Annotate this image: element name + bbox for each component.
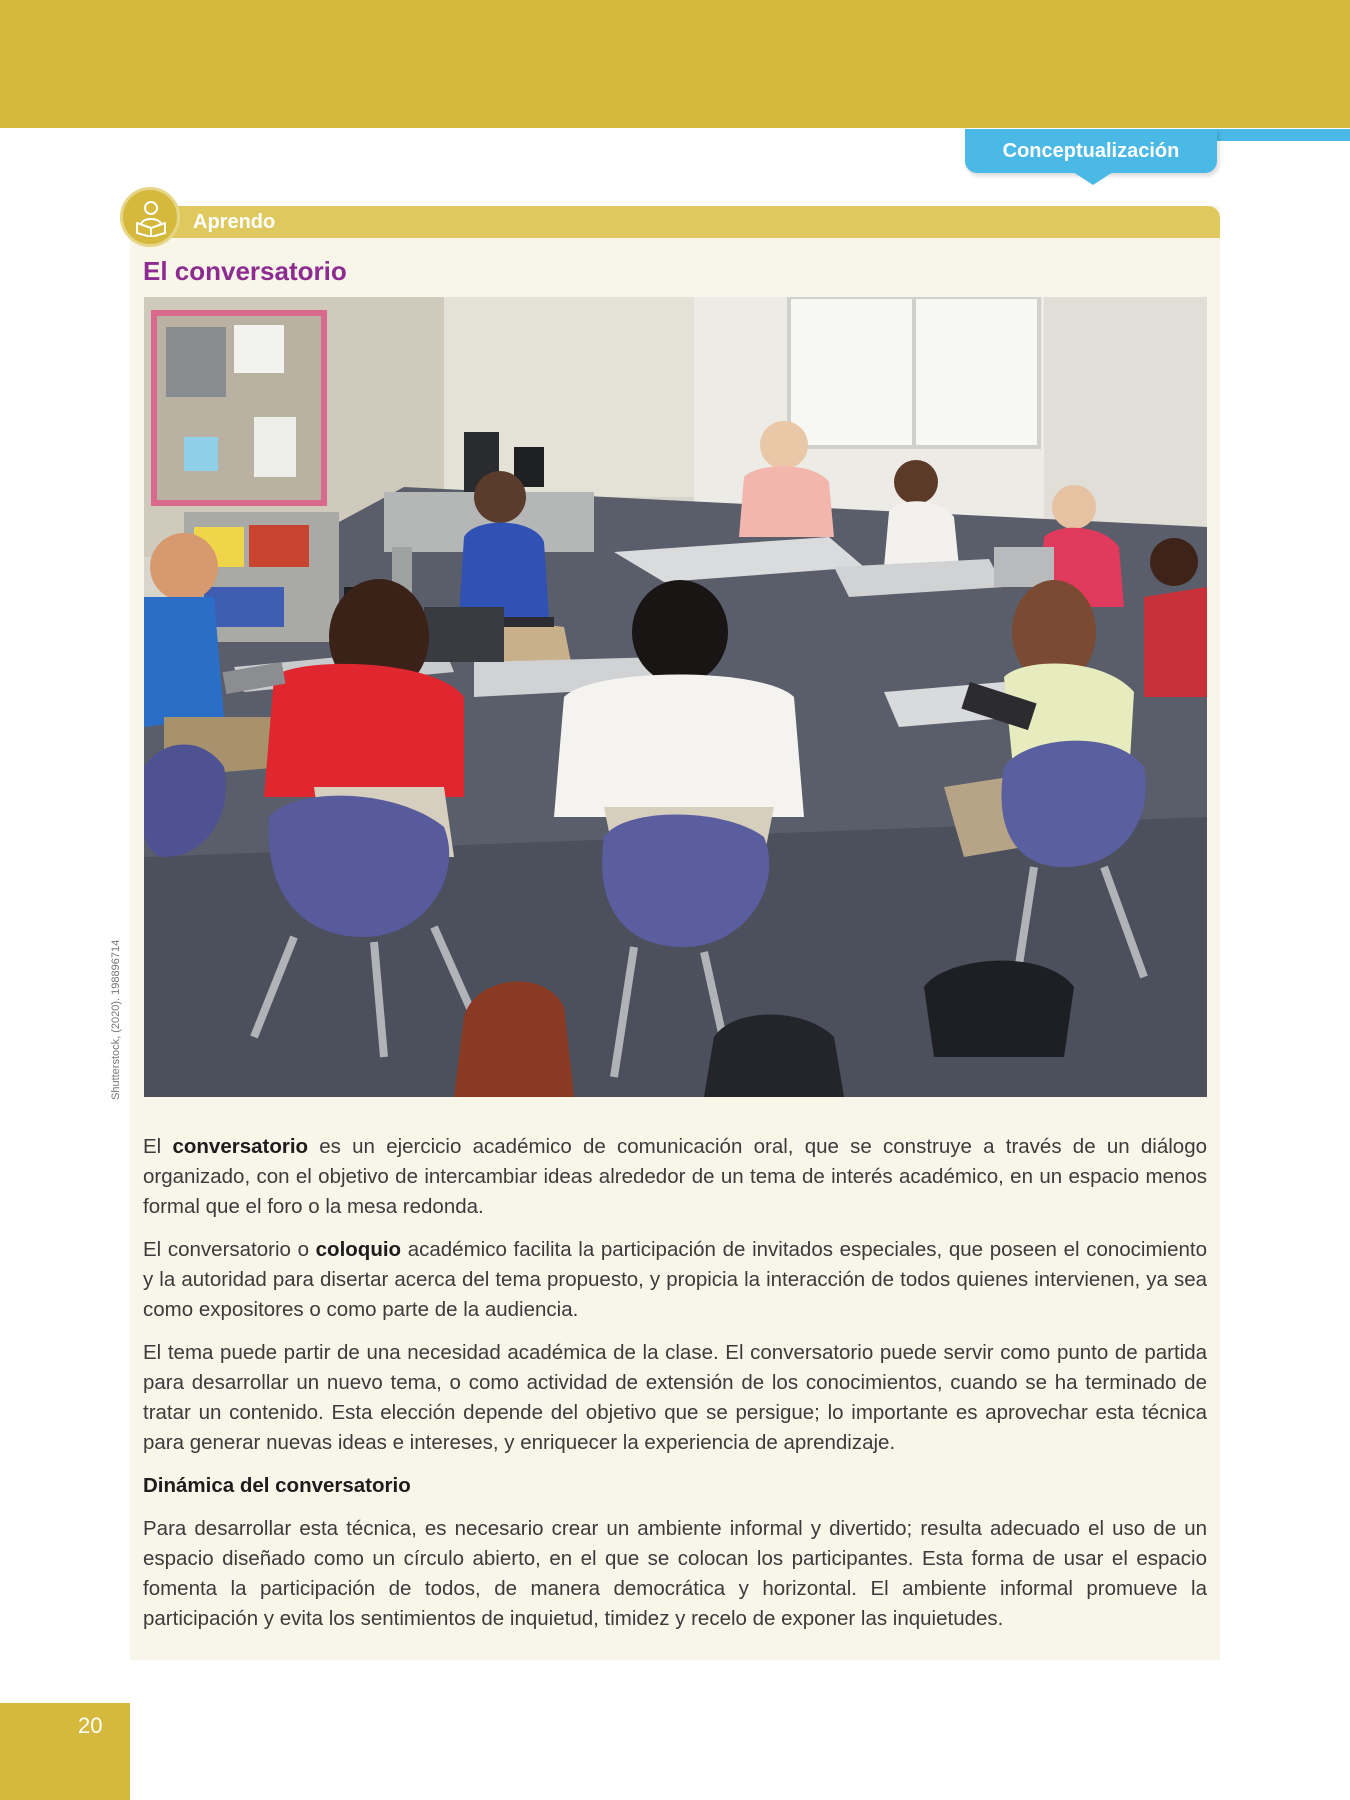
paragraph-3: El tema puede partir de una necesidad académica de la clase. El conversatorio puede servir como punto de partida para desarrollar un nuevo tema, o como actividad de extensión de los conocimientos, cuando se ha terminado de tratar un contenido. Esta elección depende del objetivo que se persigue; lo importante es aprovechar esta técnica para generar nuevas ideas e intereses, y enriquecer la experiencia de aprendizaje. (143, 1341, 1207, 1454)
body-text (143, 1132, 1207, 1647)
paragraph-2: El conversatorio o coloquio académico facilita la participación de invitados especiales, que poseen el conocimiento y la autoridad para disertar acerca del tema propuesto, y propicia la interacción de todos quienes intervienen, ya sea como expositores o como parte de la audiencia. (143, 1238, 1207, 1321)
classroom-photo (144, 297, 1207, 1097)
page-title: El conversatorio (143, 256, 347, 286)
aprendo-label: Aprendo (193, 211, 276, 233)
footer-tab (0, 1703, 130, 1800)
photo-credit: Shutterstock, (2020). 198896714 (110, 939, 122, 1100)
subheading: Dinámica del conversatorio (143, 1474, 411, 1497)
section-tab-line (1217, 129, 1350, 141)
section-tab-label: Conceptualización (1002, 139, 1180, 162)
paragraph-1: El conversatorio es un ejercicio académico de comunicación oral, que se construye a través de un diálogo organizado, con el objetivo de intercambiar ideas alrededor de un tema de interés académico, en un espacio menos formal que el foro o la mesa redonda. (143, 1135, 1207, 1218)
aprendo-header-bar (150, 206, 1220, 238)
section-tab (965, 129, 1217, 173)
top-color-band (0, 0, 1350, 128)
reading-person-icon (120, 187, 180, 247)
paragraph-4: Para desarrollar esta técnica, es necesario crear un ambiente informal y divertido; resulta adecuado el uso de un espacio diseñado como un círculo abierto, en el que se colocan los participantes. Esta forma de usar el espacio fomenta la participación de todos, de manera democrática y horizontal. El ambiente informal promueve la participación y evita los sentimientos de inquietud, timidez y recelo de exponer las inquietudes. (143, 1517, 1207, 1630)
bold-term-conversatorio: conversatorio (172, 1135, 309, 1158)
bold-term-coloquio: coloquio (315, 1238, 402, 1261)
page-number: 20 (78, 1713, 103, 1738)
